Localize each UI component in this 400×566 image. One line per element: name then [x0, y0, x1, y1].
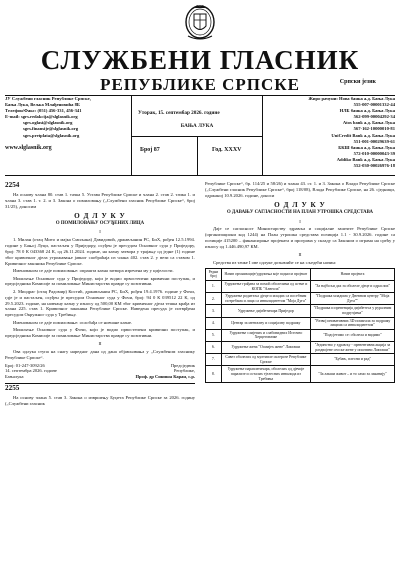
bank-line: НЛБ банка а.д. Бања Лука [339, 108, 395, 114]
bank-line: UniCredit Bank а.д. Бања Лука [331, 132, 395, 138]
project-cell: "Јединство у здрављу - превентивна акција за раздвојене сеоске жене у општини Лакташи" [310, 342, 394, 354]
organization-cell: Савез оболелих од мултипле склерозе Републике Српске [221, 354, 310, 366]
section-numeral: I [299, 218, 301, 224]
row-number: 2. [206, 293, 222, 305]
issue-info [131, 96, 263, 175]
project-cell: "Подсјетимо се: оболела и видимо" [310, 329, 394, 341]
row-number: 1. [206, 281, 222, 293]
issue-divider [197, 136, 198, 175]
act-heading: О Д Л У К У [74, 211, 126, 220]
row-number: 7. [206, 354, 222, 366]
project-cell: "Бубањ, плесни и рад" [310, 354, 394, 366]
organization-cell: Удружење грађана за помоћ оболелима од астме и КОПБ "Алвеола" [221, 281, 310, 293]
act-paragraph: Мишљење Основног суда у Приједору, који је водио првостепени кривични поступак, и предсједника Комисије за помиловање Министарства правде су позитивни. [5, 275, 195, 287]
publisher-email: sgrs.pretplata@slglasnik.org [23, 132, 80, 138]
bank-line: 567-162-10000010-81 [353, 126, 395, 132]
bank-line: 552-030-00026976-18 [353, 163, 395, 169]
organization-cell: Удружење дијабетичара Приједор [221, 305, 310, 317]
bank-accounts [265, 96, 395, 169]
reference-city: Бањалука [5, 373, 24, 379]
act-preamble: На основу члана 5. став 3. Закона о извршењу Буџета Републике Српске за 2026. годину („Службени гласник [5, 395, 195, 407]
act-paragraph: 1. Милан (отац Митo и мајка Смиљана) Давидовић, држављанин РС, БиХ, рођен 12.5.1994. године у Бањој Луци, пастаљен у Приједору, осуђен је пресудом Основног суда у Приједору, број: 78 0 К 043368 24 К, од 26.11.2024. године, на казну затвора у трајању од једне (1) године због кривичног дјела угрожавање јавног саобраћаја из члана 402. став 2. у вези са ставом 1. Кривичног законика Републике Српске. [5, 237, 195, 266]
table-row [206, 317, 395, 329]
project-cell: "За лакши живот – и то само за лаканију" [310, 366, 394, 383]
project-cell: "Подршка и превенција дијабетеса у руралним подручјима" [310, 305, 394, 317]
publisher-website: www.slglasnik.org [5, 144, 52, 151]
signature-reference [5, 363, 57, 380]
column-header: Редни број [206, 268, 222, 280]
table-row [206, 329, 395, 341]
publisher-info [5, 96, 131, 151]
project-cell: "Подршка младима у Дневном центру "Моја Дуга"" [310, 293, 394, 305]
act-paragraph: Именованом се даје помиловање: опрашта казна затвора изречена му у цијелости. [13, 268, 174, 274]
project-cell: "За најбољи дах за оболеле дјеце и одраслих" [310, 281, 394, 293]
row-number: 3. [206, 305, 222, 317]
act-preamble: Републике Српске“, бр. 114/25 и 58/26) и члана 43. ст. 1. и 3. Закона о Влади Републике Српске („Службени гласник Републике Српске“, број 118/08), Влада Републике Српске, на 26. сједници, одржаној 10.9.2026. године, доноси [205, 181, 395, 198]
row-number: 5. [206, 329, 222, 341]
signatory [135, 363, 195, 380]
act-subheading: О ПОМИЛОВАЊУ ОСУЂЕНИХ ЛИЦА [55, 220, 145, 226]
allocation-table [205, 268, 395, 383]
organization-cell: Удружење жена "Осмијех жене" Лакташи [221, 342, 310, 354]
table-row [206, 342, 395, 354]
row-number: 4. [206, 317, 222, 329]
act-subheading: О ДАВАЊУ САГЛАСНОСТИ НА ПЛАН УТРОШКА СРЕДСТАВА [227, 209, 373, 215]
column-header: Назив пројекта [310, 268, 394, 280]
bank-line: 551-001-00029639-61 [353, 138, 395, 144]
table-row [206, 293, 395, 305]
gazette-subtitle: РЕПУБЛИКЕ СРПСКЕ [100, 75, 300, 94]
organization-cell: Удружење слијепих и слабовидних Источно Херцеговачке [221, 329, 310, 341]
row-number: 8. [206, 366, 222, 383]
gazette-title: СЛУЖБЕНИ ГЛАСНИК [40, 45, 360, 75]
act-preamble: На основу члана 80. став 1. тачка 5. Устава Републике Српске и члана 2. став 2. тачка 1. и члана 3. став 1. т. 2. и 3. Закона о помиловању („Службени гласник Републике Српске“, број 31/25), доносим [5, 191, 195, 209]
bank-line: Atos bank а.д. Бања Лука [342, 120, 395, 126]
header-bottom-rule [5, 175, 395, 176]
table-row [206, 354, 395, 366]
issue-city: БАЊА ЛУКА [180, 123, 214, 129]
publisher-phone: Телефон/Факс: (051) 456-331, 456-341 [5, 108, 82, 114]
organization-cell: Центар за менталну и социјалну подршку [221, 317, 310, 329]
right-column [205, 181, 395, 383]
table-header-row [206, 268, 395, 280]
bank-line: 572-010-00000043-39 [353, 150, 395, 156]
bank-line: 562-099-00004292-34 [353, 114, 395, 120]
act-number: 2254 [5, 181, 20, 189]
issue-date: Уторак, 15. септембар 2026. године [138, 110, 220, 116]
issue-number: Број 87 [140, 147, 160, 153]
bank-line: Addiko Bank а.д. Бања Лука [336, 156, 395, 162]
left-column [5, 181, 195, 408]
act-paragraph: Средства из тачке I ове одлуке дозначиће се на сљедећи начин: [213, 259, 337, 265]
organization-cell: Удружење родитеља дјеце и младих са посебним потребама и лица са инвалидитетом "Моја Дуга" [221, 293, 310, 305]
section-numeral: II [98, 340, 102, 346]
act-paragraph: Даје се сагласност Министарству здравља и социјалне заштите Републике Српске (организациони код 1244) на План утрошка средстава позиција 1.1 - 30.9.2026. године са позиције 415200 – финансирање пројеката и програма у складу са Законом о играма на срећу у износу од 1.446.490,97 КМ. [205, 226, 395, 250]
column-header: Назив организације/удружења које подноси пројекат [221, 268, 310, 280]
act-paragraph: 2. Миодраг (отац Радомир) Костић, држављанин РС, БиХ, рођен 19.4.1976. године у Фочи, гдје је и пастаљен, осуђен је пресудом Основног суда у Фочи, број: 94 0 К 039512 22 К, од 29.5.2023. године, на новчану казну у износу од 500,00 КМ због кривичног дјела тешка крађа из члана 225. став 1. Кривичног законика Републике Српске. Наведена пресуда је потврђена пресудом Окружног суда у Требињу. [5, 288, 195, 318]
bank-line: БКШ банка а.д. Бања Лука [338, 144, 395, 150]
table-row [206, 281, 395, 293]
publisher-line: Бања Лука, Вељка Млађеновића 8Б [5, 102, 80, 108]
project-cell: "Развој иновативних 3D помагала за подршку лицима са инвалидитетом" [310, 317, 394, 329]
coat-of-arms-emblem [180, 2, 220, 46]
act-paragraph: Ова одлука ступа на снагу наредног дана од дана објављивања у „Службеном гласнику Републике Српске“. [5, 348, 195, 360]
signatory-title: Републике, [173, 368, 195, 374]
act-paragraph: Мишљење Основног суда у Фочи, који је водио првостепени кривични поступак, и предсједника Комисије за помиловање Министарства правде су позитивни. [5, 326, 195, 338]
publisher-email: E-mail: sgrs.redakcija@slglasnik.org [5, 114, 78, 120]
organization-cell: Удружење параплегичара, оболелих од дјечије парализе и осталих тјелесних инвалида из Требиња [221, 366, 310, 383]
issue-year: Год. XXXV [212, 147, 242, 153]
act-paragraph: Именованом се даје помиловање: ослобађа се новчане казне. [13, 319, 133, 325]
bank-line: 555-007-00001332-44 [353, 102, 395, 108]
reference-date: 14. септембра 2026. године [5, 368, 57, 374]
act-number: 2255 [5, 384, 20, 393]
act-separator [5, 383, 195, 384]
publisher-email: sgrs.oglasi@slglasnik.org [23, 120, 73, 126]
section-numeral: I [99, 229, 101, 235]
signature-block [5, 363, 195, 380]
publisher-line: ЈУ Службени гласник Републике Српске, [5, 96, 91, 101]
signatory-title: Предсједник [170, 362, 195, 368]
act-heading: О Д Л У К У [274, 200, 326, 209]
publisher-email: sgrs.finansije@slglasnik.org [23, 126, 79, 132]
bank-line: Жиро рачуни: Нова банка а.д. Бања Лука [308, 96, 395, 101]
row-number: 6. [206, 342, 222, 354]
table-row [206, 305, 395, 317]
script-language-label: Српски језик [339, 79, 376, 85]
table-row [206, 366, 395, 383]
signatory-name: Проф. др Синиша Каран, с.р. [135, 373, 195, 379]
section-numeral: II [298, 252, 302, 258]
reference-number: Број: 01-247-3092/26 [5, 362, 45, 368]
